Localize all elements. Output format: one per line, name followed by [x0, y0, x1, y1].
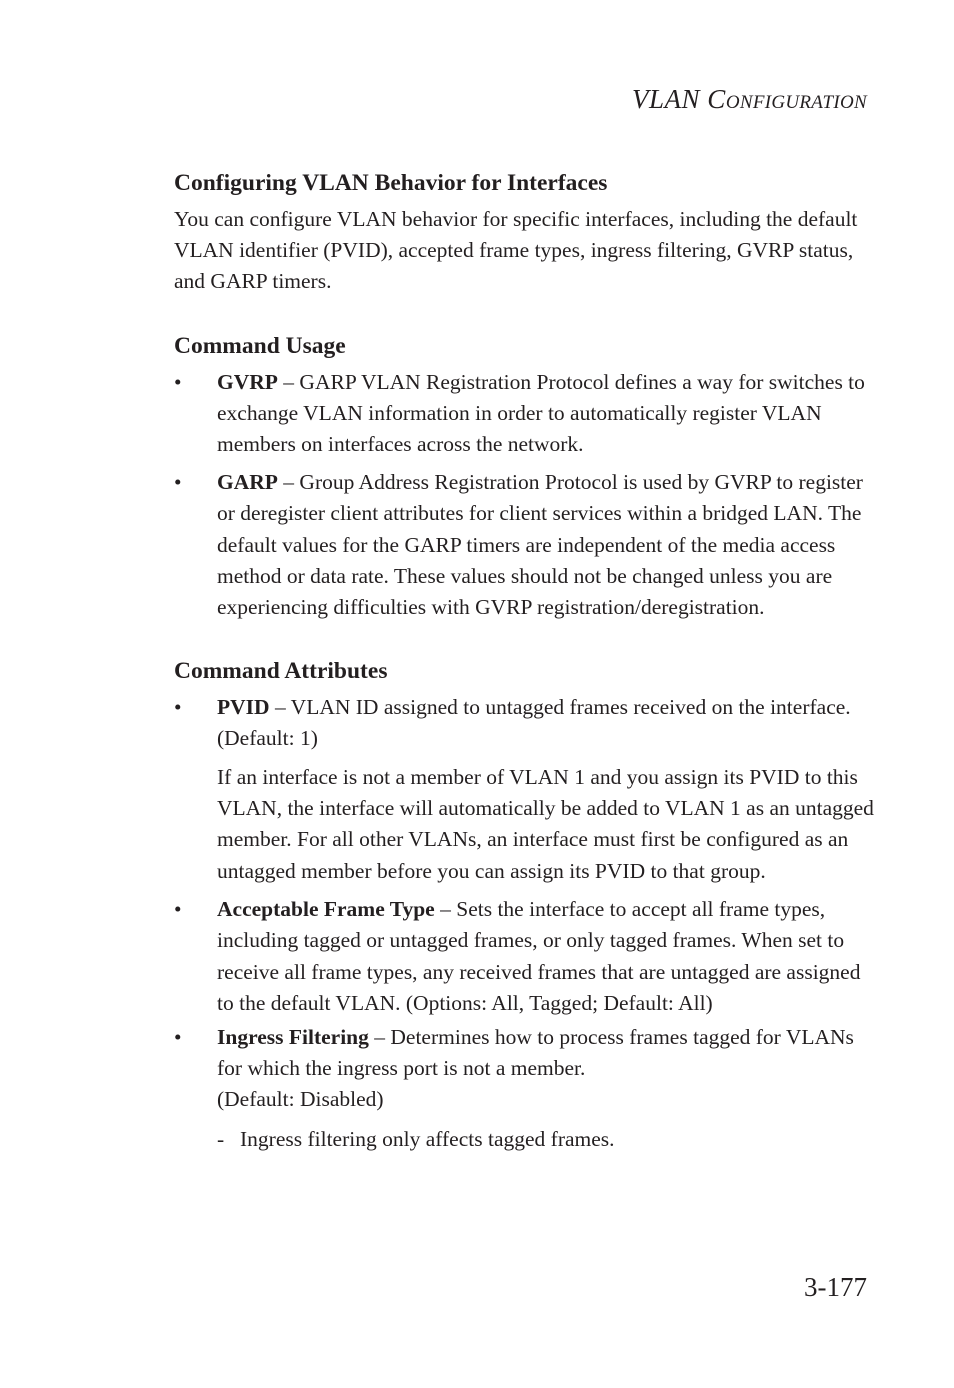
running-head: [632, 84, 867, 115]
term-acceptable-frame-type: Acceptable Frame Type: [217, 897, 435, 922]
page-number: 3-177: [804, 1272, 867, 1302]
sub-list-item-ingress: [174, 1124, 874, 1155]
list-item-ingress-filtering: [174, 1022, 874, 1116]
desc-acceptable-frame-type: – Sets the interface to accept all frame types, including tagged or untagged frames, or only tagged frames. When set to receive all frame types, any received frames that are untagged are assigned to the default VLAN. (Options: All, Tagged; Default: All): [217, 897, 861, 1015]
term-gvrp: GVRP: [217, 369, 278, 394]
dash-icon: -: [217, 1126, 225, 1151]
list-item-pvid: [174, 692, 874, 754]
bullet-icon: •: [174, 695, 182, 720]
sub-item-text: Ingress filtering only affects tagged frames.: [240, 1126, 615, 1151]
running-head-small-caps: ONFIGURATION: [725, 92, 867, 113]
bullet-icon: •: [174, 470, 182, 495]
list-item-acceptable-frame-type: [174, 894, 874, 1019]
section-intro-paragraph: You can configure VLAN behavior for specific interfaces, including the default VLAN identifier (PVID), accepted frame types, ingress filtering, GVRP status, and GARP timers.: [174, 207, 858, 294]
bullet-icon: •: [174, 1025, 182, 1050]
pvid-extra-paragraph: If an interface is not a member of VLAN 1 and you assign its PVID to this VLAN, the interface will automatically be added to VLAN 1 as an untagged member. For all other VLANs, an interface must first be configured as an untagged member before you can assign its PVID to that group.: [217, 764, 874, 883]
desc-gvrp: – GARP VLAN Registration Protocol defines a way for switches to exchange VLAN information in order to automatically register VLAN members on interfaces across the network.: [217, 369, 865, 457]
section-heading-configuring: Configuring VLAN Behavior for Interfaces: [174, 170, 608, 196]
desc-ingress-filtering: – Determines how to process frames tagged for VLANs for which the ingress port is not a member.: [217, 1025, 854, 1081]
term-ingress-filtering: Ingress Filtering: [217, 1025, 369, 1050]
term-pvid: PVID: [217, 695, 270, 720]
desc-garp: – Group Address Registration Protocol is used by GVRP to register or deregister client attributes for client services within a bridged LAN. The default values for the GARP timers are independent of the media access method or data rate. These values should not be changed unless you are experiencing difficulties with GVRP registration/deregistration.: [217, 470, 863, 620]
ingress-filtering-default: (Default: Disabled): [217, 1087, 384, 1112]
term-garp: GARP: [217, 470, 278, 495]
page-content: [174, 168, 874, 1155]
bullet-icon: •: [174, 897, 182, 922]
bullet-icon: •: [174, 369, 182, 394]
list-item-gvrp: [174, 367, 874, 461]
desc-pvid: – VLAN ID assigned to untagged frames received on the interface. (Default: 1): [217, 695, 851, 751]
section-heading-command-attributes: Command Attributes: [174, 658, 388, 685]
running-head-main: VLAN C: [632, 84, 726, 114]
list-item-garp: [174, 467, 874, 623]
section-heading-command-usage: Command Usage: [174, 332, 346, 359]
